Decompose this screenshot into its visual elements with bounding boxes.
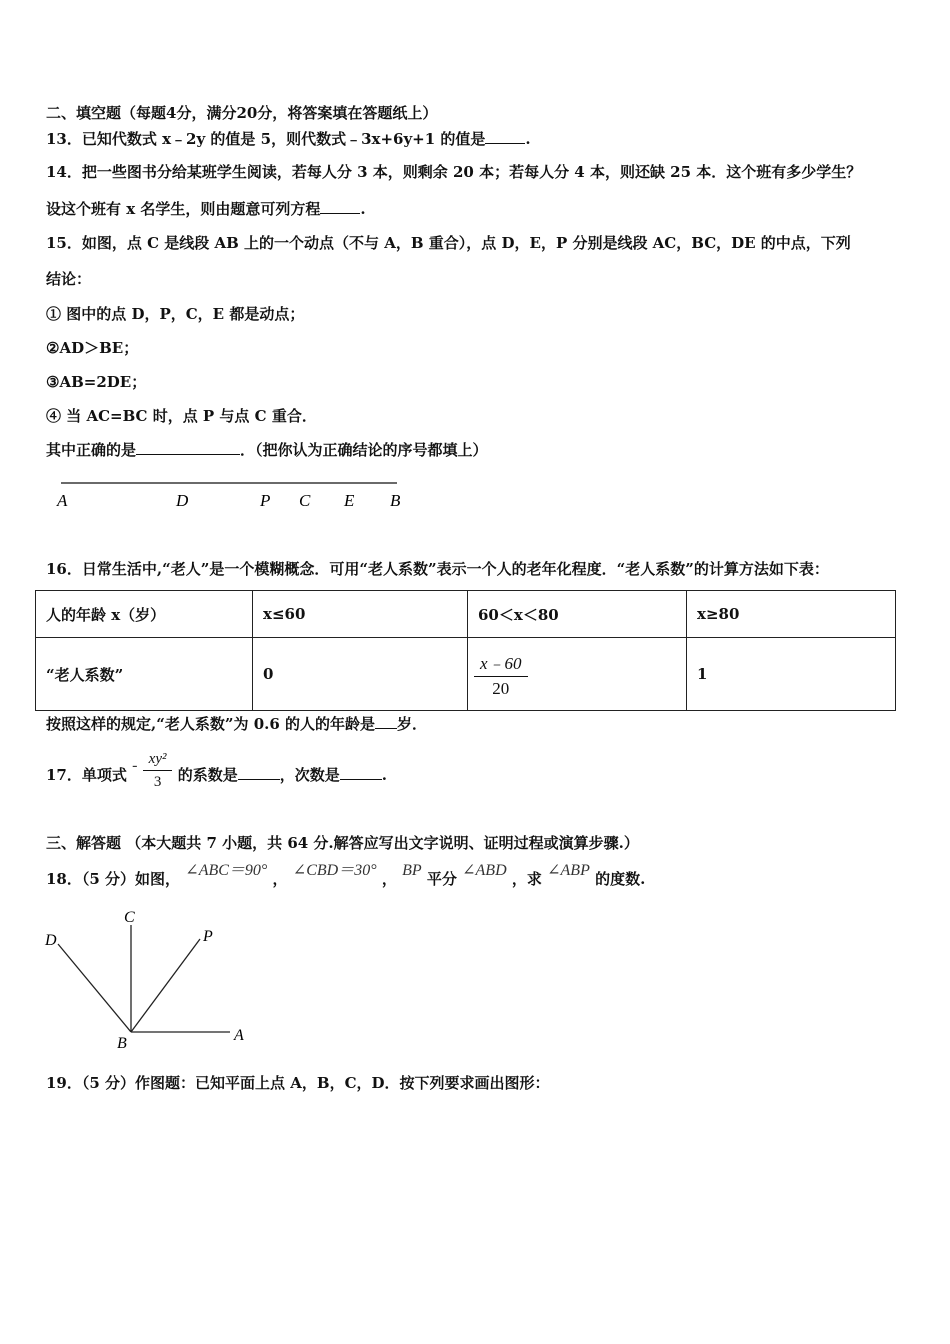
table-row	[36, 638, 896, 711]
segment-diagram	[45, 474, 425, 514]
table-header-range3: x≥80	[687, 591, 896, 638]
angle-abc: ∠ABC＝90°	[185, 862, 268, 879]
label-a: A	[234, 1027, 244, 1044]
question-19: 19．（5 分）作图题：已知平面上点 A，B，C，D．按下列要求画出图形：	[46, 1074, 550, 1092]
ray-bp: BP	[402, 862, 422, 879]
point-label-a: A	[57, 491, 68, 510]
question-16-line1: 16．日常生活中,“老人”是一个模糊概念．可用“老人系数”表示一个人的老年化程度．“老人系数”的计算方法如下表：	[46, 560, 829, 578]
label-b: B	[117, 1035, 127, 1052]
point-label-d: D	[176, 491, 189, 510]
angle-diagram	[40, 905, 260, 1055]
point-label-e: E	[344, 491, 355, 510]
table-header-range1: x≤60	[253, 591, 468, 638]
conclusion-2: ②AD＞BE；	[46, 339, 139, 357]
old-age-coefficient-table	[35, 590, 896, 711]
angle-abp: ∠ABP	[547, 862, 590, 879]
question-15-answer: 其中正确的是 ．（把你认为正确结论的序号都填上）	[46, 441, 488, 459]
table-label-coefficient: “老人系数”	[36, 638, 253, 711]
answer-blank[interactable]	[136, 440, 240, 455]
question-13: 13．已知代数式 x﹣2y 的值是 5，则代数式﹣3x+6y+1 的值是 .	[46, 130, 531, 148]
table-header-age: 人的年龄 x（岁）	[36, 591, 253, 638]
fraction-denominator: 3	[153, 774, 162, 790]
question-17: 17．单项式 - $\frac{\text{xy²}}{3}$ 的系数是 ，次数是 .	[46, 751, 387, 790]
question-15-line2: 结论：	[46, 270, 92, 288]
answer-blank[interactable]	[320, 199, 360, 214]
angle-abd: ∠ABD	[462, 862, 507, 879]
point-label-c: C	[299, 491, 311, 510]
fraction-numerator: x﹣60	[474, 649, 528, 677]
question-14-line1: 14．把一些图书分给某班学生阅读，若每人分 3 本，则剩余 20 本；若每人分 4 本，则还缺 25 本．这个班有多少学生？	[46, 163, 862, 181]
table-header-range2: 60＜x＜80	[468, 591, 687, 638]
question-16-after: 按照这样的规定,“老人系数”为 0.6 的人的年龄是 岁．	[46, 715, 428, 733]
coefficient-blank[interactable]	[238, 765, 280, 780]
fraction-numerator: xy²	[143, 750, 173, 771]
conclusion-4: ④ 当 AC=BC 时，点 P 与点 C 重合．	[46, 407, 317, 425]
degree-blank[interactable]	[340, 765, 382, 780]
table-cell-one: 1	[687, 638, 896, 711]
answer-blank[interactable]	[375, 714, 397, 729]
ray-bd	[58, 944, 131, 1032]
table-cell-zero: 0	[253, 638, 468, 711]
question-15-line1: 15．如图，点 C 是线段 AB 上的一个动点（不与 A，B 重合），点 D，E，P 分别是线段 AC，BC，DE 的中点，下列	[46, 234, 851, 252]
section3-header: 三、解答题 （本大题共 7 小题，共 64 分.解答应写出文字说明、证明过程或演算步骤.）	[46, 834, 639, 852]
monomial-fraction	[143, 750, 173, 791]
minus-sign: -	[132, 757, 138, 774]
table-row	[36, 591, 896, 638]
label-c: C	[124, 909, 135, 926]
fraction	[474, 649, 528, 699]
conclusion-1: ① 图中的点 D，P，C，E 都是动点；	[46, 305, 305, 323]
label-d: D	[45, 932, 57, 949]
label-p: P	[203, 928, 213, 945]
angle-cbd: ∠CBD＝30°	[292, 862, 377, 879]
fraction-denominator: 20	[492, 679, 510, 698]
section2-header: 二、填空题（每题4分，满分20分，将答案填在答题纸上）	[46, 104, 438, 122]
question-18: 18．（5 分）如图， ∠ABC＝90° ， ∠CBD＝30° ， BP 平分 ∠ABD ，求 ∠ABP 的度数.	[46, 862, 646, 888]
point-label-b: B	[390, 491, 401, 510]
table-cell-fraction	[468, 638, 687, 711]
answer-blank[interactable]	[485, 129, 525, 144]
point-label-p: P	[260, 491, 271, 510]
question-14-line2: 设这个班有 x 名学生，则由题意可列方程 .	[46, 200, 366, 218]
ray-bp	[131, 939, 200, 1032]
conclusion-3: ③AB=2DE；	[46, 373, 147, 391]
